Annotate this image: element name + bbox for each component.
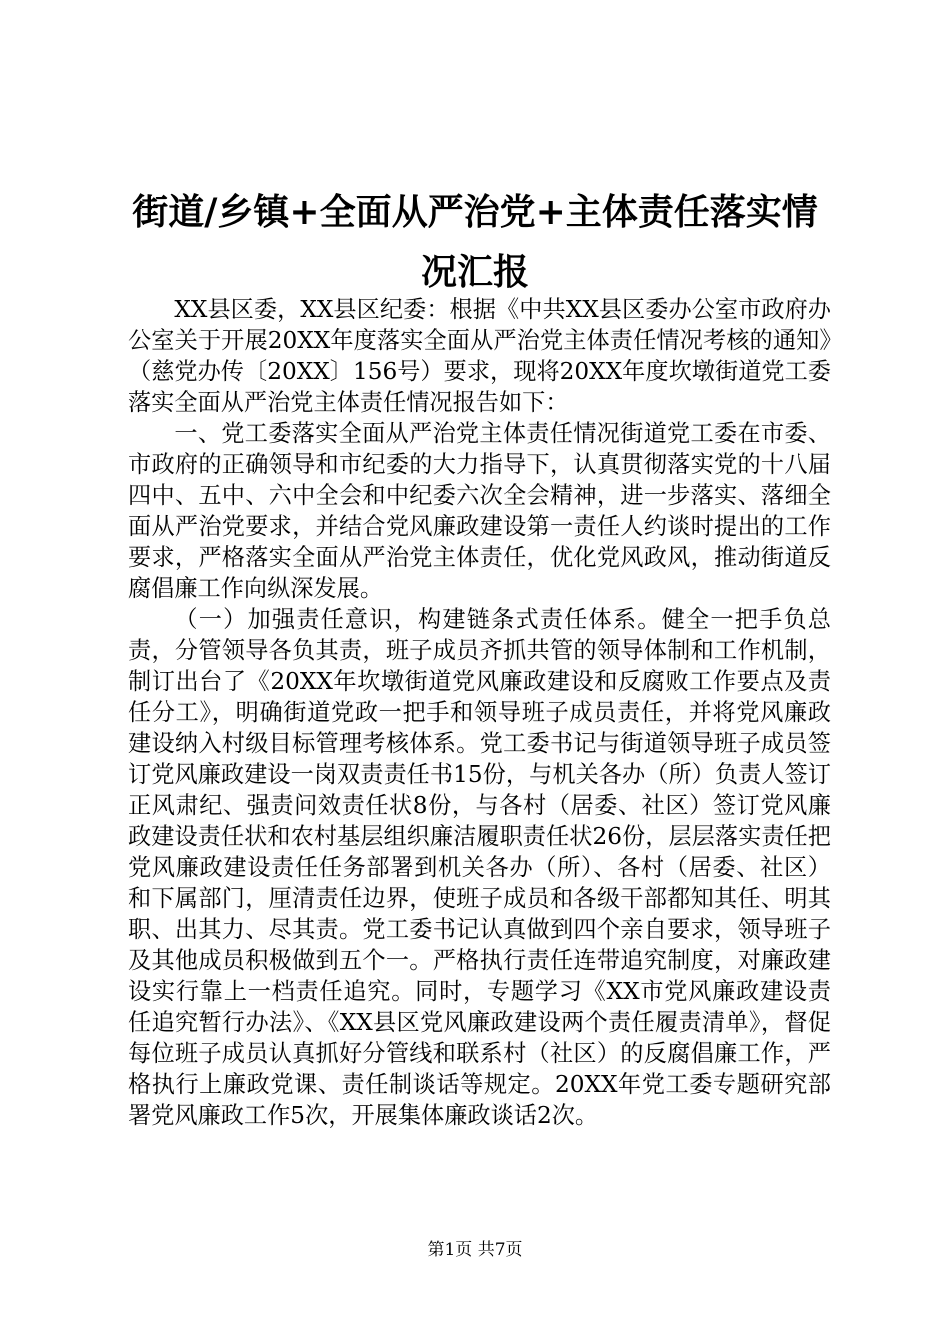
paragraph-salutation: XX县区委，XX县区纪委：根据《中共XX县区委办公室市政府办公室关于开展20XX年度落实全面从严治党主体责任情况考核的通知》（慈党办传〔20XX〕156号）要求，现将20XX年度坎墩街道党工委落实全面从严治党主体责任情况报告如下： <box>128 296 831 416</box>
page-number-footer: 第1页 共7页 <box>427 1240 523 1260</box>
paragraph-section-one: 一、党工委落实全面从严治党主体责任情况街道党工委在市委、市政府的正确领导和市纪委的大力指导下，认真贯彻落实党的十八届四中、五中、六中全会和中纪委六次全会精神，进一步落实、落细全面从严治党要求，并结合党风廉政建设第一责任人约谈时提出的工作要求，严格落实全面从严治党主体责任，优化党风政风，推动街道反腐倡廉工作向纵深发展。 <box>128 420 831 602</box>
paragraph-subsection-one: （一）加强责任意识，构建链条式责任体系。健全一把手负总责，分管领导各负其责，班子成员齐抓共管的领导体制和工作机制，制订出台了《20XX年坎墩街道党风廉政建设和反腐败工作要点及责任分工》，明确街道党政一把手和领导班子成员责任，并将党风廉政建设纳入村级目标管理考核体系。党工委书记与街道领导班子成员签订党风廉政建设一岗双责责任书15份，与机关各办（所）负责人签订正风肃纪、强责问效责任状8份，与各村（居委、社区）签订党风廉政建设责任状和农村基层组织廉洁履职责任状26份，层层落实责任把党风廉政建设责任任务部署到机关各办（所）、各村（居委、社区）和下属部门，厘清责任边界，使班子成员和各级干部都知其任、明其职、出其力、尽其责。党工委书记认真做到四个亲自要求，领导班子及其他成员积极做到五个一。严格执行责任连带追究制度，对廉政建设实行靠上一档责任追究。同时，专题学习《XX市党风廉政建设责任追究暂行办法》、《XX县区党风廉政建设两个责任履责清单》，督促每位班子成员认真抓好分管线和联系村（社区）的反腐倡廉工作，严格执行上廉政党课、责任制谈话等规定。20XX年党工委专题研究部署党风廉政工作5次，开展集体廉政谈话2次。 <box>128 606 831 1129</box>
document-title: 街道/乡镇+全面从严治党+主体责任落实情况汇报 <box>132 191 818 293</box>
document-body <box>128 294 831 1131</box>
